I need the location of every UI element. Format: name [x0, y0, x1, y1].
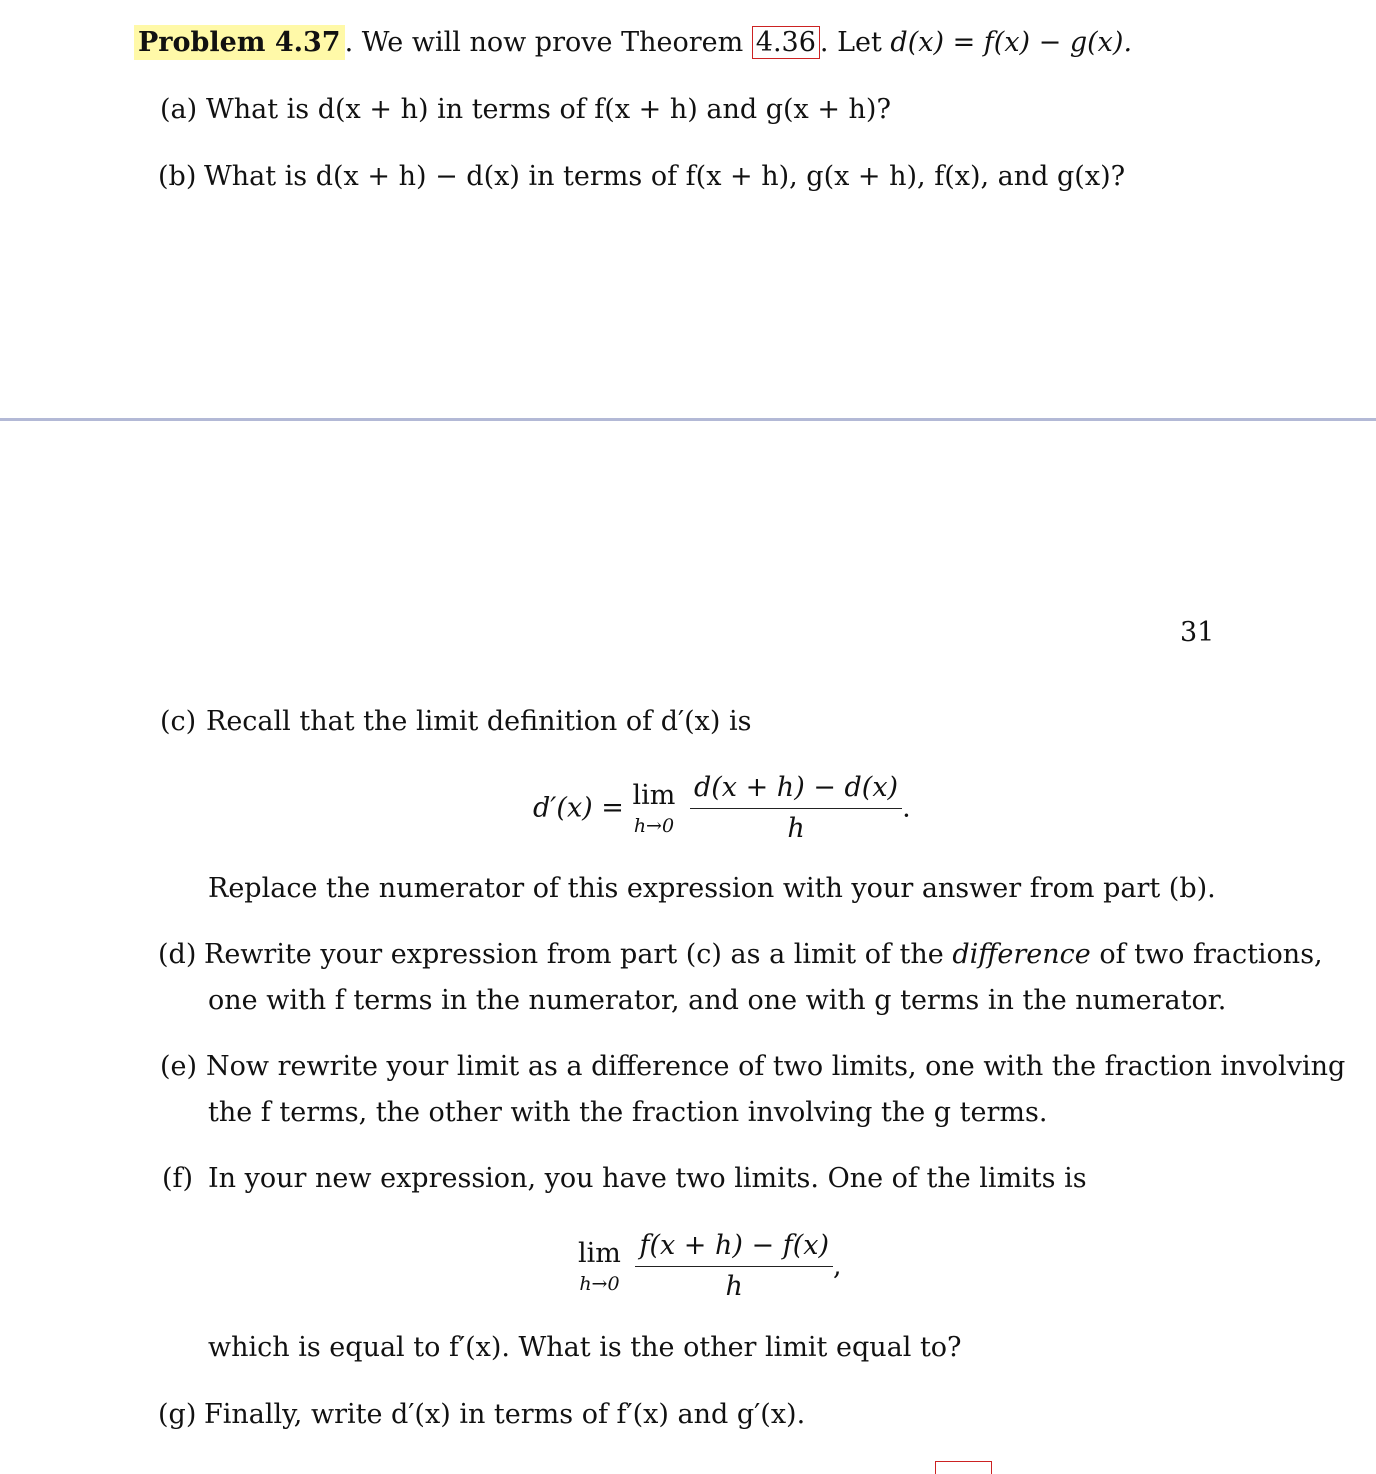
intro-before-ref: . We will now prove Theorem: [344, 27, 752, 58]
part-e-line1: Now rewrite your limit as a difference of two limits, one with the fraction involving: [206, 1051, 1346, 1082]
eq-f-fraction: [635, 1230, 833, 1304]
part-d-line1-after: of two fractions,: [1090, 939, 1323, 970]
part-f-after: which is equal to f′(x). What is the other limit equal to?: [208, 1332, 962, 1363]
eq-f-end: ,: [833, 1250, 842, 1282]
eq-c-denominator: h: [787, 813, 805, 845]
part-f: [162, 1165, 1087, 1192]
part-e-line2: the f terms, the other with the fraction involving the g terms.: [208, 1097, 1048, 1128]
page-number: 31: [1180, 617, 1215, 648]
part-d: [158, 941, 1323, 968]
f-limit-equation: [578, 1230, 842, 1304]
part-g: [158, 1401, 805, 1428]
problem-label: Problem 4.37: [134, 25, 345, 60]
part-b-label: (b): [158, 161, 197, 192]
eq-f-lim-text: lim: [578, 1238, 621, 1270]
eq-c-lim-sub: h→0: [633, 814, 675, 837]
eq-c-lhs: d′(x) =: [533, 792, 633, 824]
part-f-label: (f): [162, 1163, 194, 1194]
part-d-line1-before: Rewrite your expression from part (c) as a limit of the: [204, 939, 953, 970]
part-c-label: (c): [160, 706, 197, 737]
eq-f-lim-sub: h→0: [579, 1272, 620, 1295]
eq-c-end: .: [902, 792, 911, 824]
eq-f-limit: [578, 1238, 621, 1295]
part-g-label: (g): [158, 1399, 197, 1430]
part-d-line2: one with f terms in the numerator, and one with g terms in the numerator.: [208, 985, 1227, 1016]
eq-c-limit: [633, 780, 676, 837]
part-e: [160, 1053, 1345, 1080]
page-separator: [0, 418, 1376, 421]
eq-c-lim-text: lim: [632, 780, 676, 812]
part-a-label: (a): [160, 94, 198, 125]
part-c-after: Replace the numerator of this expression with your answer from part (b).: [208, 873, 1216, 904]
part-f-text: In your new expression, you have two limits. One of the limits is: [208, 1163, 1087, 1194]
problem-header: [138, 29, 1132, 56]
eq-c-numerator: d(x + h) − d(x): [690, 772, 902, 809]
part-a: [160, 96, 891, 123]
part-g-text: Finally, write d′(x) in terms of f′(x) and g′(x).: [204, 1399, 806, 1430]
part-a-text: What is d(x + h) in terms of f(x + h) and g(x + h)?: [206, 94, 891, 125]
theorem-ref-link[interactable]: 4.36: [752, 26, 820, 59]
part-c-text: Recall that the limit definition of d′(x) is: [206, 706, 752, 737]
derivative-definition-equation: [533, 772, 911, 846]
part-d-label: (d): [158, 939, 197, 970]
cutoff-ref-box: [935, 1461, 992, 1474]
eq-f-numerator: f(x + h) − f(x): [635, 1230, 833, 1267]
eq-c-fraction: [690, 772, 902, 846]
part-c: [160, 708, 752, 735]
eq-f-denominator: h: [725, 1271, 743, 1303]
part-e-label: (e): [160, 1051, 198, 1082]
intro-after-ref: . Let: [819, 27, 891, 58]
part-d-emphasis: difference: [952, 939, 1091, 970]
part-b: [158, 163, 1125, 190]
intro-math: d(x) = f(x) − g(x).: [890, 27, 1133, 58]
part-b-text: What is d(x + h) − d(x) in terms of f(x + h), g(x + h), f(x), and g(x)?: [204, 161, 1126, 192]
